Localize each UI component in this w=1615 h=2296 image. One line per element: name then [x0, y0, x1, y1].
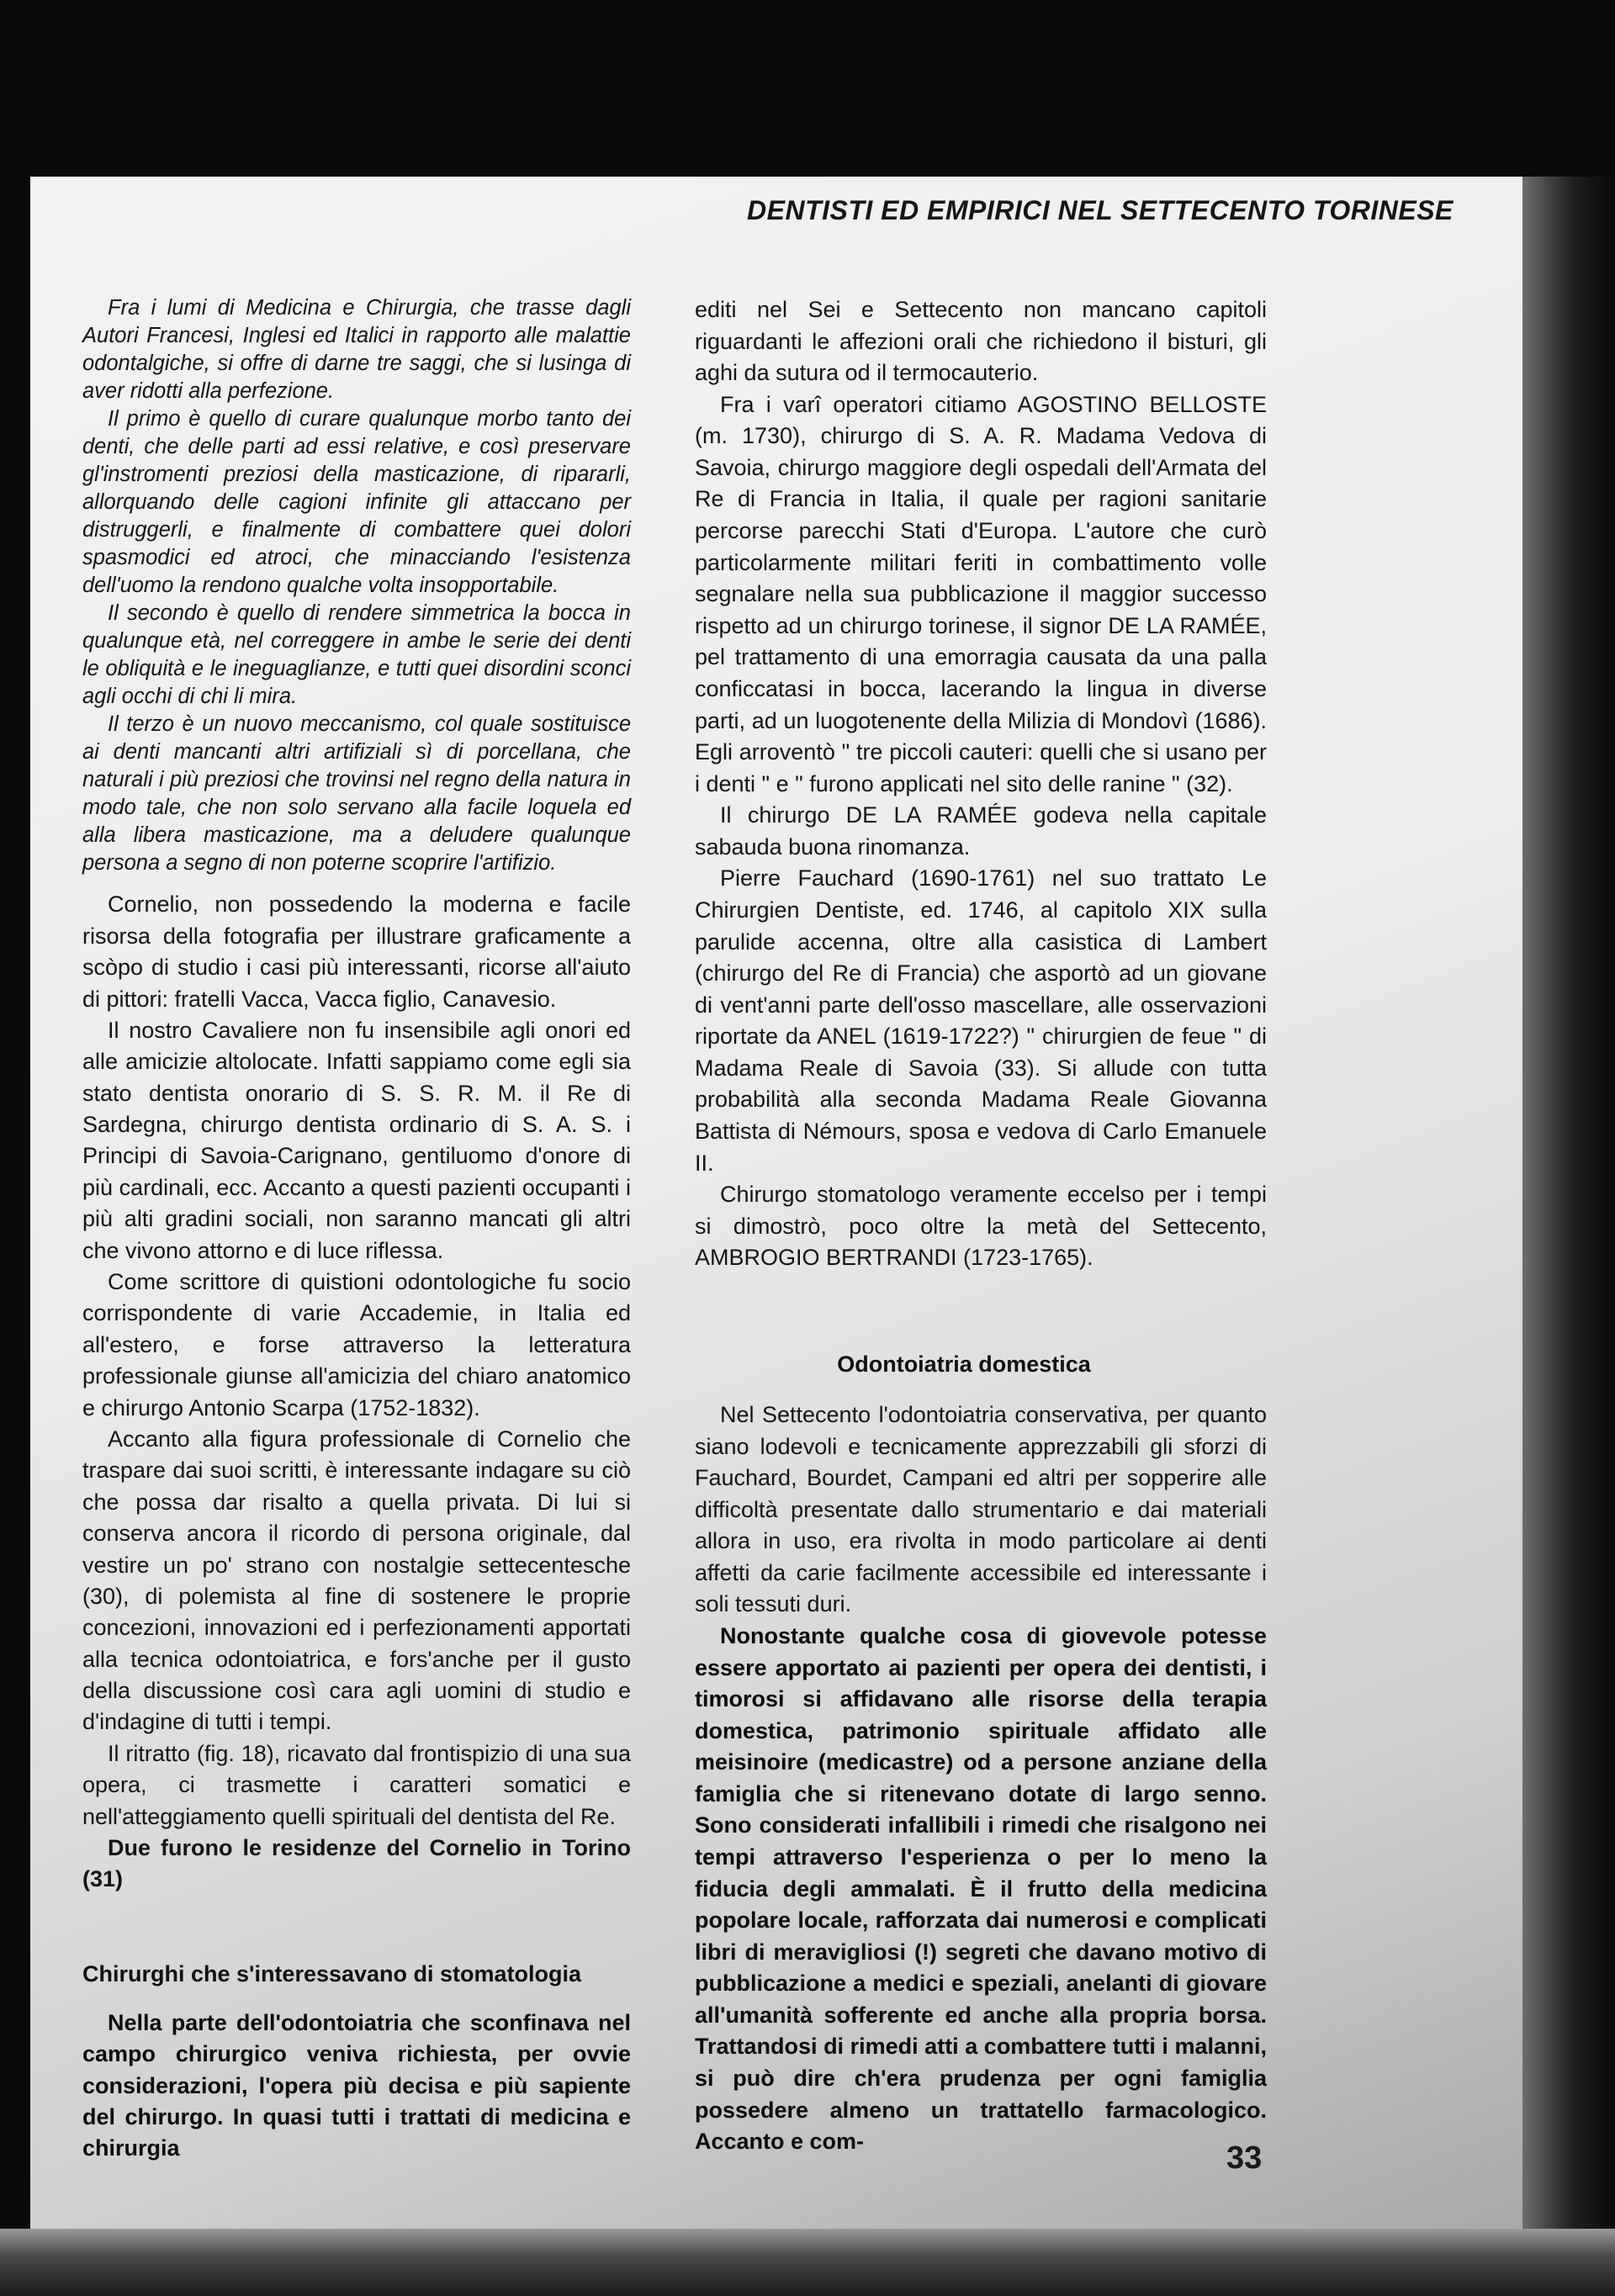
running-header: DENTISTI ED EMPIRICI NEL SETTECENTO TORINESE	[747, 195, 1454, 225]
quote-paragraph: Il primo è quello di curare qualunque morbo tanto dei denti, che delle parti ad essi relative, e così preservare gl'instromenti preziosi della masticazione, di ripararli, allorquando delle cagioni infinite gli attaccano per distruggerli, e finalmente di combattere quei dolori spasmodici ed atroci, che minacciando l'esistenza dell'uomo la rendono qualche volta insopportabile.	[82, 407, 631, 598]
quote-paragraph: Il terzo è un nuovo meccanismo, col quale sostituisce ai denti mancanti altri artifiziali sì di porcellana, che naturali i più preziosi che trovinsi nel regno della natura in modo tale, che non solo servano alla facile loquela ed alla libera masticazione, ma a deludere qualunque persona a segno di non poterne scoprire l'artifizio.	[82, 712, 631, 876]
body-paragraph: Nella parte dell'odontoiatria che sconfinava nel campo chirurgico veniva richiesta, per ovvie considerazioni, l'opera più decisa e più sapiente del chirurgo. In quasi tutti i trattati di medicina e chirurgia	[82, 2009, 631, 2161]
scan-frame-right	[1522, 177, 1615, 2296]
section-heading-odontoiatria: Odontoiatria domestica	[837, 1351, 1091, 1377]
body-paragraph: Il chirurgo DE LA RAMÉE godeva nella capitale sabauda buona rinomanza.	[695, 802, 1267, 860]
body-paragraph: Nonostante qualche cosa di giovevole potesse essere apportato ai pazienti per opera dei dentisti, i timorosi si affidavano alle risorse della terapia domestica, patrimonio spirituale affidato alle meisinoire (medicastre) od a persone anziane della famiglia che si ritenevano dotate di largo senno. Sono considerati infallibili i rimedi che risalgono nei tempi attraverso l'esperienza o per lo meno la fiducia degli ammalati. È il frutto della medicina popolare locale, rafforzata dai numerosi e complicati libri di meravigliosi (!) segreti che davano motivo di pubblicazione a medici e speziali, anelanti di giovare all'umanità sofferente ed anche alla propria borsa. Trattandosi di rimedi atti a combattere tutti i malanni, si può dire ch'era prudenza per ogni famiglia possedere almeno un trattatello farmacologico. Accanto e com-	[695, 1622, 1267, 2155]
body-paragraph: Fra i varî operatori citiamo AGOSTINO BELLOSTE (m. 1730), chirurgo di S. A. R. Madama Vedova di Savoia, chirurgo maggiore degli ospedali dell'Armata del Re di Francia in Italia, il quale per ragioni sanitarie percorse parecchi Stati d'Europa. L'autore che curò particolarmente militari feriti in combattimento volle segnalare nella sua pubblicazione il maggior successo rispetto ad un chirurgo torinese, il signor DE LA RAMÉE, pel trattamento di una emorragia causata da una palla conficcatasi in bocca, lacerando la lingua in diverse parti, ad un luogotenente della Milizia di Mondovì (1686). Egli arroventò " tre piccoli cauteri: quelli che si usano per i denti " e " furono applicati nel sito delle ranine " (32).	[695, 391, 1267, 796]
italic-quote	[82, 294, 631, 877]
body-paragraph: Il ritratto (fig. 18), ricavato dal frontispizio di una sua opera, ci trasmette i caratteri somatici e nell'atteggiamento quelli spirituali del dentista del Re.	[82, 1740, 631, 1829]
scan-frame-left	[0, 0, 30, 2296]
left-body	[82, 889, 631, 2164]
body-paragraph: Nel Settecento l'odontoiatria conservativa, per quanto siano lodevoli e tecnicamente apprezzabili gli sforzi di Fauchard, Bourdet, Campani ed altri per sopperire alle difficoltà presentate dallo strumentario e dai materiali allora in uso, era rivolta in modo particolare ai denti affetti da carie facilmente accessibile ed interessante i soli tessuti duri.	[695, 1401, 1267, 1617]
scan-frame-top	[0, 0, 1615, 177]
quote-paragraph: Il secondo è quello di rendere simmetrica la bocca in qualunque età, nel correggere in ambe le serie dei denti le obliquità e le ineguaglianze, e tutti quei disordini sconci agli occhi di chi li mira.	[82, 601, 631, 709]
body-paragraph: Come scrittore di quistioni odontologiche fu socio corrispondente di varie Accademie, in Italia ed all'estero, e forse attraverso la letteratura professionale giunse all'amicizia del chiaro anatomico e chirurgo Antonio Scarpa (1752-1832).	[82, 1269, 631, 1420]
body-paragraph: editi nel Sei e Settecento non mancano capitoli riguardanti le affezioni orali che richiedono il bisturi, gli aghi da sutura od il termocauterio.	[695, 297, 1267, 386]
right-column	[695, 294, 1267, 2158]
body-paragraph: Pierre Fauchard (1690-1761) nel suo trattato Le Chirurgien Dentiste, ed. 1746, al capitolo XIX sulla parulide accenna, oltre alla casistica di Lambert (chirurgo del Re di Francia) che asportò ad un giovane di vent'anni parte dell'osso mascellare, alle osservazioni riportate da ANEL (1619-1722?) " chirurgien de feue " di Madama Reale di Savoia (33). Si allude con tutta probabilità alla seconda Madama Reale Giovanna Battista di Némours, sposa e vedova di Carlo Emanuele II.	[695, 865, 1267, 1176]
body-paragraph: Chirurgo stomatologo veramente eccelso per i tempi si dimostrò, poco oltre la metà del Settecento, AMBROGIO BERTRANDI (1723-1765).	[695, 1182, 1267, 1271]
scan-frame-bottom	[0, 2229, 1615, 2296]
body-paragraph: Cornelio, non possedendo la moderna e facile risorsa della fotografia per illustrare graficamente a scòpo di studio i casi più interessanti, ricorse all'aiuto di pittori: fratelli Vacca, Vacca figlio, Canavesio.	[82, 891, 631, 1012]
body-paragraph: Il nostro Cavaliere non fu insensibile agli onori ed alle amicizie altolocate. Infatti sappiamo come egli sia stato dentista onorario di S. S. R. M. il Re di Sardegna, chirurgo dentista ordinario di S. A. S. i Principi di Savoia-Carignano, gentiluomo d'onore di più cardinali, ecc. Accanto a questi pazienti occupanti i più alti gradini sociali, non saranno mancati gli altri che vivono attorno e di luce riflessa.	[82, 1017, 631, 1263]
left-column	[82, 294, 631, 2165]
body-paragraph: Accanto alla figura professionale di Cornelio che traspare dai suoi scritti, è interessante indagare su ciò che possa dar risalto a quella privata. Di lui si conserva ancora il ricordo di persona originale, dal vestire un po' strano con nostalgie settecentesche (30), di polemista al fine di sostenere le proprie concezioni, innovazioni ed i perfezionamenti apportati alla tecnica odontoiatrica, e fors'anche per il gusto della discussione così cara agli uomini di studio e d'indagine di tutti i tempi.	[82, 1426, 631, 1735]
section-heading-chirurghi: Chirurghi che s'interessavano di stomatologia	[82, 1960, 582, 1987]
body-paragraph: Due furono le residenze del Cornelio in Torino (31)	[82, 1835, 631, 1892]
page-number: 33	[1226, 2140, 1263, 2176]
quote-paragraph: Fra i lumi di Medicina e Chirurgia, che trasse dagli Autori Francesi, Inglesi ed Italici in rapporto alle malattie odontalgiche, si offre di darne tre saggi, che si lusinga di aver ridotti alla perfezione.	[82, 296, 631, 404]
